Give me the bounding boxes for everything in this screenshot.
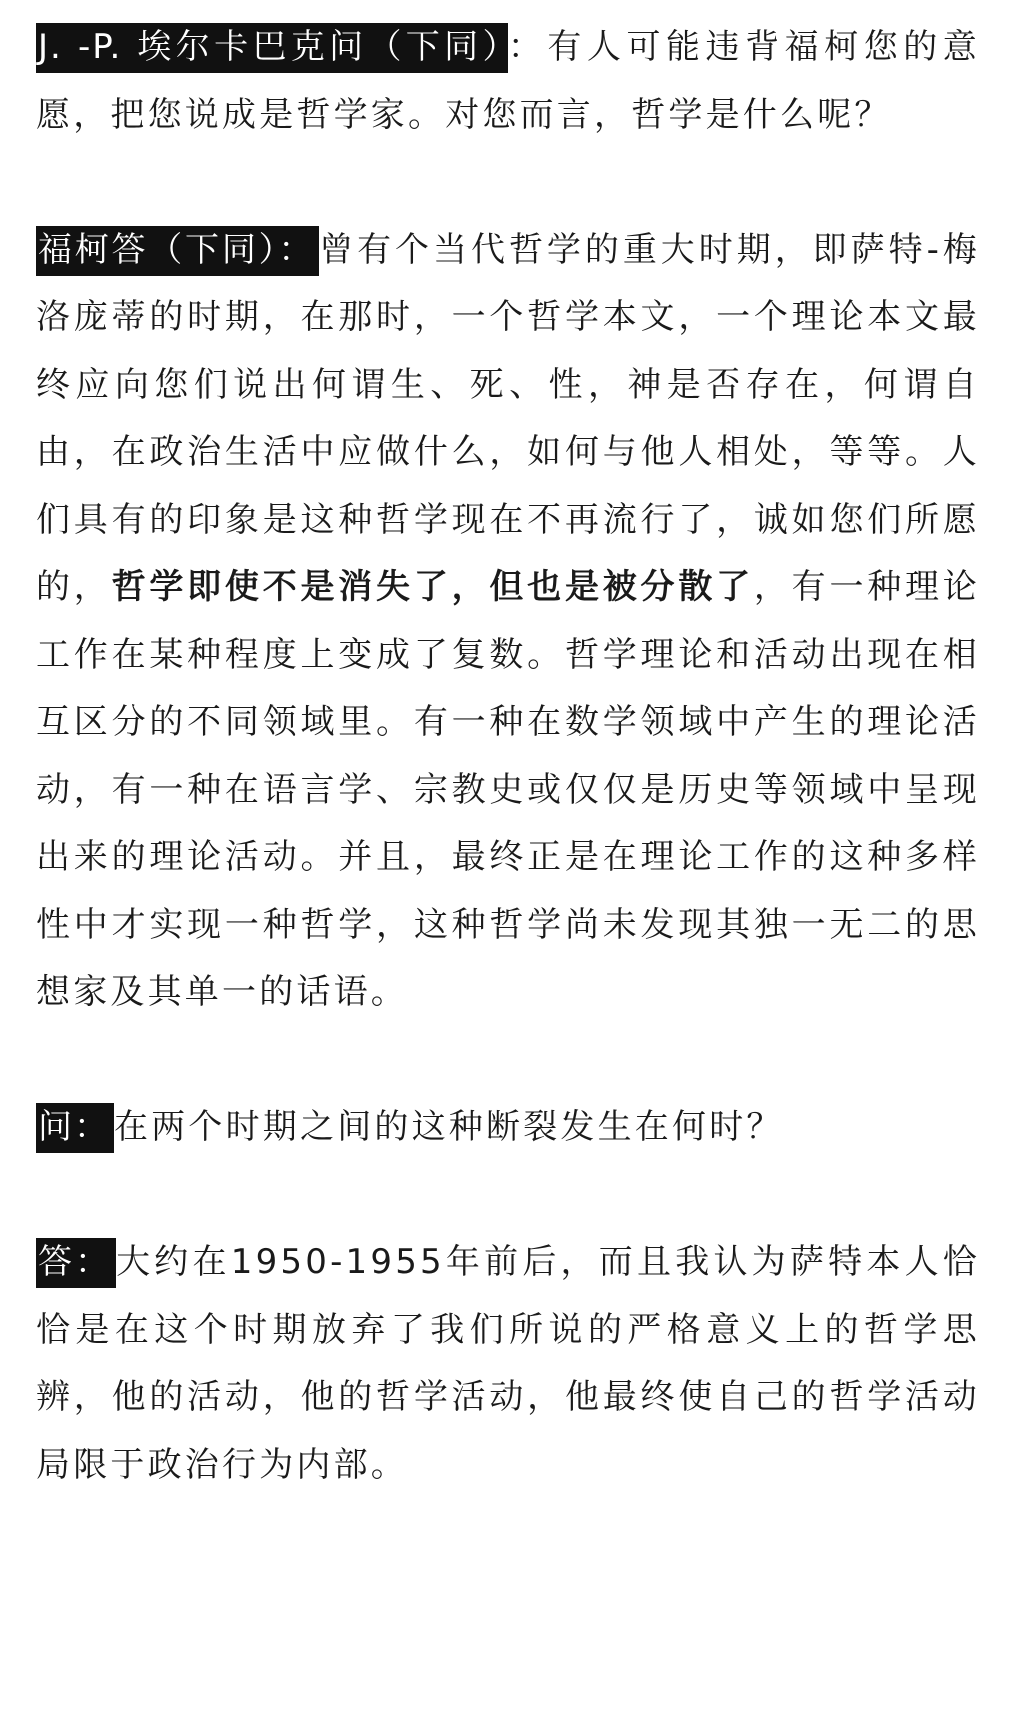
paragraph-text: ：有人可能违背福柯您的意愿，把您说成是哲学家。对您而言，哲学是什么呢？: [36, 27, 981, 135]
paragraph-gap: [36, 1027, 980, 1095]
paragraph-text: 曾有个当代哲学的重大时期，即萨特-梅洛庞蒂的时期，在那时，一个哲学本文，一个理论本文最终应向您们说出何谓生、死、性，神是否存在，何谓自由，在政治生活中应做什么，如何与他人相处，等等。人们具有的印象是这种哲学现在不再流行了，诚如您们所愿的，: [36, 229, 980, 607]
paragraph-answer-1: [36, 217, 980, 1027]
speaker-label: 问：: [36, 1103, 114, 1153]
paragraph-gap: [36, 149, 980, 217]
speaker-label: J. -P. 埃尔卡巴克问（下同）: [36, 23, 508, 73]
paragraph-text: ，有一种理论工作在某种程度上变成了复数。哲学理论和活动出现在相互区分的不同领域里。有一种在数学领域中产生的理论活动，有一种在语言学、宗教史或仅仅是历史等领域中呈现出来的理论活动。并且，最终正是在理论工作的这种多样性中才实现一种哲学，这种哲学尚未发现其独一无二的思想家及其单一的话语。: [36, 567, 981, 1012]
speaker-label: 答：: [36, 1238, 116, 1288]
paragraph-answer-2: [36, 1229, 980, 1499]
paragraph-question-2: [36, 1094, 980, 1162]
bold-emphasis-text: 哲学即使不是消失了，但也是被分散了: [111, 567, 754, 607]
paragraph-text: 在两个时期之间的这种断裂发生在何时？: [114, 1107, 784, 1147]
paragraph-question-1: [36, 14, 980, 149]
paragraph-gap: [36, 1162, 980, 1230]
paragraph-text: 大约在1950-1955年前后，而且我认为萨特本人恰恰是在这个时期放弃了我们所说的严格意义上的哲学思辨，他的活动，他的哲学活动，他最终使自己的哲学活动局限于政治行为内部。: [36, 1242, 981, 1485]
interview-text: [36, 14, 980, 1499]
speaker-label: 福柯答（下同）：: [36, 226, 319, 276]
